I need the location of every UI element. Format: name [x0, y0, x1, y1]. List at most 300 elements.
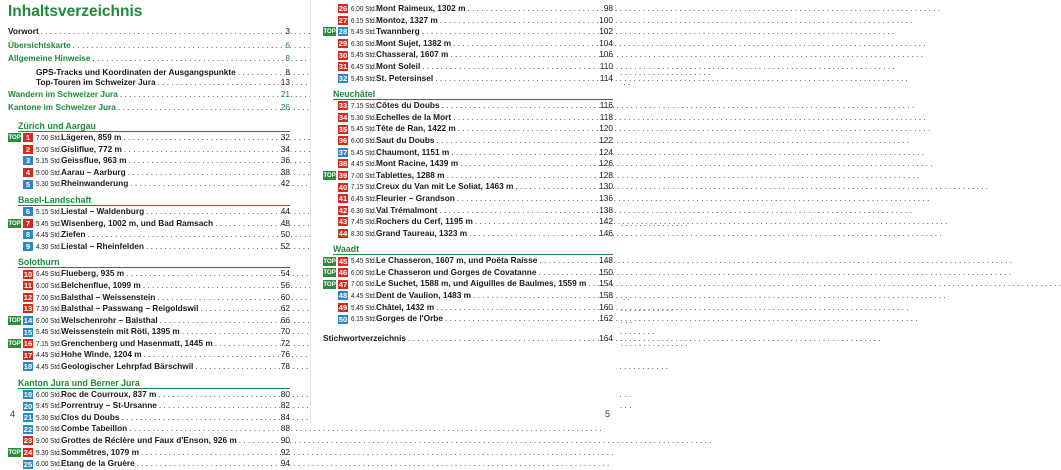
top-placeholder [8, 207, 21, 216]
leader-dots [116, 102, 279, 114]
tour-title: Dent de Vaulion, 1483 m [376, 290, 471, 301]
tour-entry[interactable] [323, 216, 613, 228]
tour-number-badge: 32 [338, 73, 348, 83]
section-heading: Solothurn [18, 257, 290, 268]
tour-number-badge: 10 [23, 269, 33, 279]
toc-section [323, 239, 613, 325]
tour-title: Val Trémalmont [376, 204, 438, 215]
tour-entry[interactable] [323, 112, 613, 124]
tour-title: Twannberg [376, 26, 420, 37]
tour-page: 106 [599, 49, 613, 60]
tour-entry[interactable] [8, 435, 290, 447]
tour-page: 160 [599, 301, 613, 312]
tour-entry[interactable] [8, 178, 290, 190]
top-placeholder [323, 74, 336, 83]
tour-entry[interactable] [8, 303, 290, 315]
tour-entry[interactable] [8, 241, 290, 253]
tour-page: 136 [599, 192, 613, 203]
entry-title: Top-Touren im Schweizer Jura [36, 76, 156, 87]
tour-entry[interactable] [8, 229, 290, 241]
page-number: 5 [604, 409, 610, 419]
leader-dots [127, 155, 279, 167]
tour-number-badge: 38 [338, 159, 348, 169]
tour-number-badge: 12 [23, 292, 33, 302]
leader-dots [155, 292, 278, 304]
tour-title: Wisenberg, 1002 m, und Bad Ramsach [61, 217, 214, 228]
entry-page: 8 [285, 66, 290, 77]
tour-duration: 6.00 Std. [351, 267, 377, 277]
tour-number-badge: 31 [338, 62, 348, 72]
entry-page: 13 [280, 76, 290, 87]
tour-entry[interactable] [8, 361, 290, 373]
tour-entry[interactable] [323, 313, 613, 325]
tour-entry[interactable] [8, 315, 290, 327]
leader-dots [420, 26, 598, 38]
tour-entry[interactable] [323, 290, 613, 302]
tour-page: 92 [280, 446, 290, 457]
tour-duration: 4.45 Std. [351, 291, 377, 301]
top-placeholder [8, 293, 21, 302]
top-badge: TOP [8, 134, 21, 142]
entry-page: 6 [285, 39, 290, 50]
tour-title: Geissflue, 963 m [61, 155, 127, 166]
leader-dots [141, 280, 279, 292]
entry-page: 164 [599, 332, 613, 343]
tour-entry[interactable] [323, 123, 613, 135]
tour-page: 90 [280, 435, 290, 446]
tour-duration: 6.45 Std. [351, 61, 377, 71]
tour-number-badge: 34 [338, 113, 348, 123]
tour-page: 116 [599, 100, 613, 111]
tour-entry[interactable] [323, 255, 613, 267]
leader-dots [121, 132, 278, 144]
top-placeholder [323, 206, 336, 215]
tour-number-badge: 20 [23, 401, 33, 411]
tour-entry[interactable] [323, 170, 613, 182]
tour-title: Fleurier – Grandson [376, 192, 455, 203]
tour-entry[interactable] [323, 100, 613, 112]
intro-entries [8, 26, 290, 116]
leader-dots [124, 268, 279, 280]
tour-entry[interactable] [8, 423, 290, 435]
tour-page: 52 [280, 240, 290, 251]
tour-entry[interactable] [323, 49, 613, 61]
tour-duration: 5.45 Std. [351, 124, 377, 134]
tour-duration: 6.00 Std. [351, 135, 377, 145]
tour-page: 66 [280, 314, 290, 325]
leader-dots [213, 338, 279, 350]
tour-page: 128 [599, 169, 613, 180]
tour-title: Le Suchet, 1588 m, und Aiguilles de Baulmes, 1559 m [376, 278, 587, 289]
tour-number-badge: 27 [338, 15, 348, 25]
tour-title: Gorges de l'Orbe [376, 313, 443, 324]
tour-page: 80 [280, 388, 290, 399]
top-badge: TOP [323, 28, 336, 36]
top-placeholder [8, 281, 21, 290]
top-placeholder [8, 168, 21, 177]
tour-number-badge: 44 [338, 228, 348, 238]
leader-dots [473, 216, 597, 228]
tour-number-badge: 18 [23, 362, 33, 372]
tour-title: Belchenflue, 1099 m [61, 279, 141, 290]
leader-dots [158, 315, 279, 327]
tour-number-badge: 39 [338, 171, 348, 181]
tour-number-badge: 29 [338, 39, 348, 49]
tour-title: Le Chasseron, 1607 m, und Poëta Raisse [376, 255, 538, 266]
tour-duration: 5.45 Std. [351, 302, 377, 312]
tour-entry[interactable] [8, 447, 290, 459]
tour-duration: 7.15 Std. [351, 101, 377, 111]
leader-dots [122, 144, 279, 156]
toc-section [323, 84, 613, 239]
tour-title: Combe Tabeillon [61, 423, 128, 434]
tour-page: 110 [599, 60, 613, 71]
tour-entry[interactable] [323, 181, 613, 193]
leader-dots [449, 147, 597, 159]
tour-title: Mont Racine, 1439 m [376, 158, 459, 169]
top-placeholder [323, 101, 336, 110]
top-badge: TOP [323, 280, 336, 288]
tour-title: Rheinwanderung [61, 178, 129, 189]
tour-entry[interactable] [8, 280, 290, 292]
tour-duration: 5.45 Std. [351, 256, 377, 266]
tour-entry[interactable] [8, 458, 290, 470]
top-placeholder [323, 4, 336, 13]
tour-page: 118 [599, 111, 613, 122]
tour-duration: 6.00 Std. [36, 389, 62, 399]
toc-section [8, 373, 290, 470]
tour-page: 32 [280, 131, 290, 142]
left-page [0, 0, 310, 469]
leader-dots [71, 40, 284, 52]
top-placeholder [323, 16, 336, 25]
entry-title: Übersichtskarte [8, 39, 71, 50]
tour-number-badge: 49 [338, 302, 348, 312]
tour-entry[interactable] [323, 228, 613, 240]
tour-entry[interactable] [8, 338, 290, 350]
tour-entry[interactable] [8, 132, 290, 144]
leader-dots [458, 158, 597, 170]
top-placeholder [323, 194, 336, 203]
tour-page: 60 [280, 291, 290, 302]
tour-title: Echelles de la Mort [376, 111, 452, 122]
leader-dots [537, 255, 597, 267]
tour-number-badge: 33 [338, 101, 348, 111]
tour-page: 138 [599, 204, 613, 215]
tour-number-badge: 41 [338, 194, 348, 204]
tour-page: 38 [280, 166, 290, 177]
tour-page: 146 [599, 227, 613, 238]
top-placeholder [323, 291, 336, 300]
entry-title: Kantone im Schweizer Jura [8, 102, 116, 113]
leader-dots [465, 3, 601, 15]
leader-dots [120, 412, 279, 424]
tour-entry[interactable] [323, 38, 613, 50]
toc-entry[interactable] [8, 40, 290, 52]
tour-entry[interactable] [323, 158, 613, 170]
tour-number-badge: 48 [338, 291, 348, 301]
tour-title: Châtel, 1432 m [376, 301, 435, 312]
tour-number-badge: 5 [23, 180, 33, 189]
top-badge: TOP [8, 219, 21, 227]
tour-entry[interactable] [8, 167, 290, 179]
tour-title: Balsthal – Passwang – Reigoldswil [61, 303, 199, 314]
tour-page: 70 [280, 326, 290, 337]
tour-entry[interactable] [323, 302, 613, 314]
tour-duration: 6.00 Std. [36, 315, 62, 325]
tour-number-badge: 30 [338, 50, 348, 60]
tour-entry[interactable] [8, 326, 290, 338]
top-placeholder [8, 328, 21, 337]
tour-number-badge: 43 [338, 217, 348, 227]
tour-title: Tablettes, 1288 m [376, 169, 445, 180]
tour-title: Ziefen [61, 229, 86, 240]
leader-dots [39, 26, 284, 38]
section-heading: Basel-Landschaft [18, 195, 290, 206]
tour-duration: 7.00 Std. [36, 132, 62, 142]
top-placeholder [323, 315, 336, 324]
continued-entries [323, 3, 613, 84]
tour-page: 150 [599, 266, 613, 277]
tour-duration: 5.45 Std. [351, 73, 377, 83]
tour-page: 120 [599, 123, 613, 134]
tour-number-badge: 40 [338, 182, 348, 192]
right-toc-column [323, 0, 613, 344]
leader-dots [440, 100, 598, 112]
top-placeholder [8, 180, 21, 189]
leader-dots [127, 423, 279, 435]
leader-dots [443, 313, 597, 325]
tour-number-badge: 28 [338, 27, 348, 37]
tour-number-badge: 8 [23, 230, 33, 239]
tour-number-badge: 1 [23, 133, 33, 142]
tour-title: Sommêtres, 1079 m [61, 446, 139, 457]
tour-duration: 6.30 Std. [351, 38, 377, 48]
tour-number-badge: 25 [23, 459, 33, 469]
top-badge: TOP [8, 448, 21, 456]
tour-page: 122 [599, 134, 613, 145]
tour-duration: 6.45 Std. [351, 193, 377, 203]
top-badge: TOP [8, 316, 21, 324]
tour-entry[interactable] [8, 206, 290, 218]
tour-duration: 7.00 Std. [351, 170, 377, 180]
top-placeholder [323, 113, 336, 122]
tour-number-badge: 17 [23, 350, 33, 360]
tour-number-badge: 37 [338, 147, 348, 157]
tour-entry[interactable] [323, 15, 613, 27]
leader-dots [91, 53, 284, 65]
tour-title: Grenchenberg und Hasenmatt, 1445 m [61, 337, 213, 348]
top-badge: TOP [323, 269, 336, 277]
tour-entry[interactable] [8, 144, 290, 156]
tour-title: Porrentruy – St-Ursanne [61, 400, 157, 411]
leader-dots [236, 67, 284, 77]
tour-number-badge: 42 [338, 205, 348, 215]
tour-entry[interactable] [323, 278, 613, 290]
leader-dots [433, 73, 598, 85]
tour-duration: 5.45 Std. [36, 218, 62, 228]
tour-page: 114 [599, 72, 613, 83]
tour-title: Chaumont, 1151 m [376, 146, 450, 157]
tour-title: Rochers du Cerf, 1195 m [376, 216, 473, 227]
tour-page: 94 [280, 458, 290, 469]
leader-dots [237, 435, 279, 447]
top-placeholder [323, 39, 336, 48]
tour-entry[interactable] [8, 218, 290, 230]
tour-duration: 6.00 Std. [351, 4, 377, 13]
top-badge: TOP [323, 172, 336, 180]
tour-entry[interactable] [323, 26, 613, 38]
leader-dots [586, 278, 597, 290]
tour-number-badge: 50 [338, 314, 348, 324]
leader-dots [180, 326, 279, 338]
tour-title: Côtes du Doubs [376, 100, 440, 111]
tour-entry[interactable] [8, 155, 290, 167]
tour-page: 88 [280, 423, 290, 434]
toc-section [8, 116, 290, 190]
tour-entry[interactable] [323, 193, 613, 205]
tour-duration: 5.00 Std. [36, 144, 62, 154]
entry-title: Allgemeine Hinweise [8, 53, 91, 64]
tour-duration: 6.30 Std. [351, 205, 377, 215]
top-placeholder [8, 436, 21, 445]
tour-title: Lägeren, 859 m [61, 131, 122, 142]
tour-entry[interactable] [323, 135, 613, 147]
leader-dots [144, 241, 279, 253]
tour-page: 36 [280, 155, 290, 166]
top-placeholder [323, 183, 336, 192]
tour-number-badge: 46 [338, 268, 348, 278]
leader-dots [144, 206, 279, 218]
tour-number-badge: 24 [23, 447, 33, 457]
top-placeholder [323, 148, 336, 157]
tour-number-badge: 14 [23, 315, 33, 325]
tour-title: Mont Soleil [376, 60, 421, 71]
tour-entry[interactable] [8, 292, 290, 304]
index-entry-block [323, 333, 613, 345]
tour-title: Chasseral, 1607 m [376, 49, 449, 60]
tour-duration: 5.30 Std. [36, 447, 62, 457]
tour-number-badge: 22 [23, 424, 33, 434]
tour-duration: 7.00 Std. [351, 279, 377, 289]
tour-entry[interactable] [323, 147, 613, 159]
toc-entry[interactable] [8, 89, 290, 101]
leader-dots [451, 112, 598, 124]
section-heading: Kanton Jura und Berner Jura [18, 378, 290, 389]
tour-entry[interactable] [323, 267, 613, 279]
tour-title: Saut du Doubs [376, 134, 435, 145]
tour-title: St. Petersinsel [376, 72, 434, 83]
tour-page: 100 [599, 14, 613, 25]
tour-title: Balsthal – Weissenstein [61, 291, 156, 302]
tour-number-badge: 23 [23, 436, 33, 446]
tour-title: Hohe Winde, 1204 m [61, 349, 142, 360]
tour-page: 104 [599, 37, 613, 48]
leader-dots [85, 229, 278, 241]
tour-number-badge: 13 [23, 304, 33, 314]
top-placeholder [323, 229, 336, 238]
top-placeholder [323, 159, 336, 168]
leader-dots [198, 303, 278, 315]
tour-duration: 4.45 Std. [36, 362, 62, 372]
tour-entry[interactable] [8, 389, 290, 401]
toc-entry[interactable] [323, 333, 613, 345]
tour-title: Etang de la Gruère [61, 458, 135, 469]
top-placeholder [8, 270, 21, 279]
toc-entry[interactable] [8, 67, 290, 77]
entry-title: Stichwortverzeichnis [323, 332, 406, 343]
tour-page: 102 [599, 26, 613, 37]
tour-number-badge: 36 [338, 136, 348, 146]
tour-duration: 6.15 Std. [351, 314, 377, 324]
tour-duration: 5.45 Std. [351, 50, 377, 60]
toc-entry[interactable] [8, 102, 290, 114]
entry-title: Vorwort [8, 26, 39, 36]
toc-entry[interactable] [8, 53, 290, 65]
leader-dots [448, 49, 597, 61]
tour-title: Gisliflue, 772 m [61, 143, 122, 154]
top-placeholder [8, 460, 21, 469]
tour-duration: 6.15 Std. [351, 15, 377, 25]
tour-duration: 5.45 Std. [36, 327, 62, 337]
leader-dots [139, 447, 279, 459]
tour-duration: 4.30 Std. [36, 241, 62, 251]
top-placeholder [8, 425, 21, 434]
tour-page: 154 [599, 278, 613, 289]
tour-duration: 5.45 Std. [351, 27, 377, 37]
section-heading: Neuchâtel [333, 89, 613, 100]
tour-entry[interactable] [8, 349, 290, 361]
tour-duration: 4.45 Std. [351, 159, 377, 169]
top-placeholder [323, 62, 336, 71]
leader-dots [456, 123, 597, 135]
leader-dots [406, 333, 597, 345]
tour-entry[interactable] [323, 73, 613, 85]
leader-dots [445, 170, 598, 182]
entry-page: 21 [280, 88, 290, 99]
leader-dots [513, 181, 597, 193]
tour-duration: 4.45 Std. [36, 230, 62, 240]
tour-page: 124 [599, 146, 613, 157]
tour-entry[interactable] [323, 61, 613, 73]
tour-entry[interactable] [8, 268, 290, 280]
tour-duration: 5.30 Std. [36, 412, 62, 422]
tour-entry[interactable] [323, 3, 613, 15]
tour-entry[interactable] [8, 400, 290, 412]
toc-entry[interactable] [8, 26, 290, 38]
tour-title: Mont Sujet, 1382 m [376, 37, 452, 48]
tour-duration: 6.00 Std. [36, 459, 62, 469]
tour-duration: 5.30 Std. [351, 112, 377, 122]
tour-duration: 5.45 Std. [351, 147, 377, 157]
tour-number-badge: 47 [338, 279, 348, 289]
tour-duration: 5.00 Std. [36, 167, 62, 177]
tour-page: 34 [280, 143, 290, 154]
tour-duration: 5.30 Std. [36, 179, 62, 189]
entry-page: 26 [280, 102, 290, 113]
leader-dots [455, 193, 597, 205]
tour-entry[interactable] [8, 412, 290, 424]
tour-page: 82 [280, 400, 290, 411]
top-placeholder [8, 242, 21, 251]
tour-number-badge: 35 [338, 124, 348, 134]
leader-dots [420, 61, 598, 73]
toc-entry[interactable] [8, 77, 290, 87]
tour-page: 76 [280, 349, 290, 360]
tour-entry[interactable] [323, 205, 613, 217]
tour-title: Liestal – Waldenburg [61, 205, 145, 216]
tour-duration: 5.45 Std. [36, 401, 62, 411]
